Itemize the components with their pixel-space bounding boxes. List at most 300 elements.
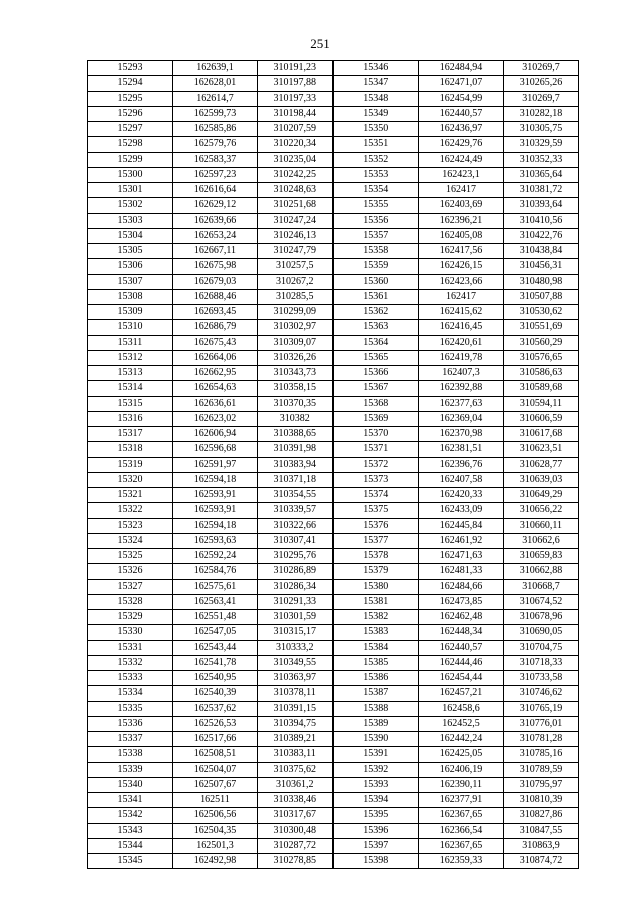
table-row <box>88 106 579 121</box>
x-coordinate-left-cell: 162579,76 <box>173 137 258 152</box>
x-coordinate-left-cell: 162628,01 <box>173 76 258 91</box>
y-coordinate-left-cell: 310207,59 <box>258 122 333 137</box>
point-number-left-cell: 15325 <box>88 549 173 564</box>
point-number-left-cell: 15312 <box>88 350 173 365</box>
y-coordinate-right-cell: 310456,31 <box>504 259 579 274</box>
y-coordinate-right-cell: 310718,33 <box>504 655 579 670</box>
x-coordinate-left-cell: 162606,94 <box>173 427 258 442</box>
point-number-right-cell: 15395 <box>333 808 419 823</box>
y-coordinate-right-cell: 310530,62 <box>504 305 579 320</box>
table-row <box>88 503 579 518</box>
table-row <box>88 579 579 594</box>
y-coordinate-left-cell: 310197,88 <box>258 76 333 91</box>
point-number-right-cell: 15353 <box>333 167 419 182</box>
table-row <box>88 350 579 365</box>
x-coordinate-right-cell: 162392,88 <box>419 381 504 396</box>
y-coordinate-left-cell: 310286,34 <box>258 579 333 594</box>
y-coordinate-left-cell: 310300,48 <box>258 823 333 838</box>
x-coordinate-left-cell: 162583,37 <box>173 152 258 167</box>
x-coordinate-right-cell: 162433,09 <box>419 503 504 518</box>
point-number-left-cell: 15301 <box>88 183 173 198</box>
point-number-right-cell: 15377 <box>333 533 419 548</box>
x-coordinate-right-cell: 162442,24 <box>419 732 504 747</box>
x-coordinate-right-cell: 162444,46 <box>419 655 504 670</box>
y-coordinate-left-cell: 310354,55 <box>258 488 333 503</box>
y-coordinate-right-cell: 310656,22 <box>504 503 579 518</box>
point-number-right-cell: 15374 <box>333 488 419 503</box>
y-coordinate-right-cell: 310863,9 <box>504 838 579 853</box>
point-number-right-cell: 15356 <box>333 213 419 228</box>
point-number-right-cell: 15347 <box>333 76 419 91</box>
y-coordinate-right-cell: 310733,58 <box>504 671 579 686</box>
point-number-right-cell: 15366 <box>333 366 419 381</box>
x-coordinate-left-cell: 162508,51 <box>173 747 258 762</box>
point-number-right-cell: 15360 <box>333 274 419 289</box>
y-coordinate-right-cell: 310551,69 <box>504 320 579 335</box>
point-number-right-cell: 15376 <box>333 518 419 533</box>
point-number-left-cell: 15295 <box>88 91 173 106</box>
x-coordinate-left-cell: 162653,24 <box>173 228 258 243</box>
table-row <box>88 198 579 213</box>
point-number-right-cell: 15354 <box>333 183 419 198</box>
y-coordinate-right-cell: 310649,29 <box>504 488 579 503</box>
point-number-left-cell: 15328 <box>88 594 173 609</box>
point-number-right-cell: 15349 <box>333 106 419 121</box>
point-number-left-cell: 15338 <box>88 747 173 762</box>
point-number-left-cell: 15309 <box>88 305 173 320</box>
x-coordinate-left-cell: 162686,79 <box>173 320 258 335</box>
x-coordinate-right-cell: 162471,07 <box>419 76 504 91</box>
y-coordinate-right-cell: 310410,56 <box>504 213 579 228</box>
table-row <box>88 137 579 152</box>
x-coordinate-right-cell: 162473,85 <box>419 594 504 609</box>
table-row <box>88 533 579 548</box>
point-number-left-cell: 15323 <box>88 518 173 533</box>
x-coordinate-left-cell: 162596,68 <box>173 442 258 457</box>
table-row <box>88 122 579 137</box>
y-coordinate-left-cell: 310257,5 <box>258 259 333 274</box>
table-row <box>88 76 579 91</box>
table-row <box>88 747 579 762</box>
x-coordinate-right-cell: 162405,08 <box>419 228 504 243</box>
table-row <box>88 625 579 640</box>
table-row <box>88 594 579 609</box>
x-coordinate-right-cell: 162448,34 <box>419 625 504 640</box>
point-number-left-cell: 15308 <box>88 289 173 304</box>
point-number-right-cell: 15378 <box>333 549 419 564</box>
y-coordinate-left-cell: 310370,35 <box>258 396 333 411</box>
table-row <box>88 335 579 350</box>
y-coordinate-right-cell: 310789,59 <box>504 762 579 777</box>
point-number-left-cell: 15330 <box>88 625 173 640</box>
x-coordinate-left-cell: 162688,46 <box>173 289 258 304</box>
y-coordinate-right-cell: 310589,68 <box>504 381 579 396</box>
point-number-left-cell: 15304 <box>88 228 173 243</box>
point-number-right-cell: 15388 <box>333 701 419 716</box>
table-row <box>88 396 579 411</box>
y-coordinate-right-cell: 310623,51 <box>504 442 579 457</box>
table-row <box>88 427 579 442</box>
x-coordinate-right-cell: 162440,57 <box>419 640 504 655</box>
table-row <box>88 762 579 777</box>
point-number-left-cell: 15342 <box>88 808 173 823</box>
y-coordinate-left-cell: 310394,75 <box>258 716 333 731</box>
x-coordinate-left-cell: 162667,11 <box>173 244 258 259</box>
x-coordinate-right-cell: 162417 <box>419 183 504 198</box>
x-coordinate-right-cell: 162381,51 <box>419 442 504 457</box>
x-coordinate-left-cell: 162540,39 <box>173 686 258 701</box>
x-coordinate-right-cell: 162457,21 <box>419 686 504 701</box>
y-coordinate-left-cell: 310267,2 <box>258 274 333 289</box>
y-coordinate-right-cell: 310393,64 <box>504 198 579 213</box>
point-number-left-cell: 15333 <box>88 671 173 686</box>
x-coordinate-right-cell: 162396,21 <box>419 213 504 228</box>
x-coordinate-right-cell: 162429,76 <box>419 137 504 152</box>
table-row <box>88 259 579 274</box>
point-number-right-cell: 15370 <box>333 427 419 442</box>
x-coordinate-left-cell: 162504,35 <box>173 823 258 838</box>
x-coordinate-right-cell: 162367,65 <box>419 808 504 823</box>
x-coordinate-left-cell: 162575,61 <box>173 579 258 594</box>
y-coordinate-left-cell: 310191,23 <box>258 61 333 76</box>
table-row <box>88 381 579 396</box>
point-number-left-cell: 15332 <box>88 655 173 670</box>
x-coordinate-right-cell: 162377,91 <box>419 793 504 808</box>
x-coordinate-left-cell: 162540,95 <box>173 671 258 686</box>
point-number-right-cell: 15373 <box>333 472 419 487</box>
y-coordinate-right-cell: 310576,65 <box>504 350 579 365</box>
y-coordinate-left-cell: 310317,67 <box>258 808 333 823</box>
x-coordinate-left-cell: 162501,3 <box>173 838 258 853</box>
point-number-right-cell: 15382 <box>333 610 419 625</box>
y-coordinate-left-cell: 310363,97 <box>258 671 333 686</box>
y-coordinate-left-cell: 310338,46 <box>258 793 333 808</box>
y-coordinate-right-cell: 310660,11 <box>504 518 579 533</box>
x-coordinate-right-cell: 162403,69 <box>419 198 504 213</box>
y-coordinate-left-cell: 310246,13 <box>258 228 333 243</box>
y-coordinate-left-cell: 310382 <box>258 411 333 426</box>
table-row <box>88 793 579 808</box>
table-row <box>88 228 579 243</box>
point-number-right-cell: 15384 <box>333 640 419 655</box>
x-coordinate-left-cell: 162526,53 <box>173 716 258 731</box>
point-number-left-cell: 15316 <box>88 411 173 426</box>
x-coordinate-right-cell: 162484,94 <box>419 61 504 76</box>
x-coordinate-right-cell: 162417,56 <box>419 244 504 259</box>
table-row <box>88 167 579 182</box>
x-coordinate-left-cell: 162517,66 <box>173 732 258 747</box>
table-row <box>88 655 579 670</box>
x-coordinate-right-cell: 162454,99 <box>419 91 504 106</box>
y-coordinate-left-cell: 310378,11 <box>258 686 333 701</box>
y-coordinate-right-cell: 310781,28 <box>504 732 579 747</box>
x-coordinate-left-cell: 162594,18 <box>173 472 258 487</box>
x-coordinate-left-cell: 162592,24 <box>173 549 258 564</box>
table-row <box>88 457 579 472</box>
x-coordinate-right-cell: 162423,1 <box>419 167 504 182</box>
x-coordinate-right-cell: 162407,3 <box>419 366 504 381</box>
x-coordinate-left-cell: 162675,98 <box>173 259 258 274</box>
y-coordinate-right-cell: 310586,63 <box>504 366 579 381</box>
point-number-left-cell: 15327 <box>88 579 173 594</box>
x-coordinate-left-cell: 162636,61 <box>173 396 258 411</box>
coordinates-table-body <box>88 61 579 869</box>
table-row <box>88 244 579 259</box>
point-number-right-cell: 15369 <box>333 411 419 426</box>
x-coordinate-left-cell: 162639,1 <box>173 61 258 76</box>
y-coordinate-right-cell: 310352,33 <box>504 152 579 167</box>
point-number-left-cell: 15317 <box>88 427 173 442</box>
x-coordinate-right-cell: 162359,33 <box>419 854 504 869</box>
table-row <box>88 411 579 426</box>
x-coordinate-left-cell: 162563,41 <box>173 594 258 609</box>
x-coordinate-right-cell: 162436,97 <box>419 122 504 137</box>
x-coordinate-left-cell: 162594,18 <box>173 518 258 533</box>
y-coordinate-right-cell: 310746,62 <box>504 686 579 701</box>
point-number-left-cell: 15310 <box>88 320 173 335</box>
y-coordinate-right-cell: 310507,88 <box>504 289 579 304</box>
table-row <box>88 701 579 716</box>
y-coordinate-left-cell: 310339,57 <box>258 503 333 518</box>
table-row <box>88 183 579 198</box>
table-row <box>88 320 579 335</box>
x-coordinate-left-cell: 162597,23 <box>173 167 258 182</box>
y-coordinate-right-cell: 310674,52 <box>504 594 579 609</box>
y-coordinate-left-cell: 310235,04 <box>258 152 333 167</box>
point-number-right-cell: 15393 <box>333 777 419 792</box>
y-coordinate-left-cell: 310375,62 <box>258 762 333 777</box>
y-coordinate-right-cell: 310776,01 <box>504 716 579 731</box>
point-number-right-cell: 15372 <box>333 457 419 472</box>
x-coordinate-left-cell: 162679,03 <box>173 274 258 289</box>
y-coordinate-right-cell: 310810,39 <box>504 793 579 808</box>
y-coordinate-left-cell: 310333,2 <box>258 640 333 655</box>
y-coordinate-left-cell: 310322,66 <box>258 518 333 533</box>
y-coordinate-left-cell: 310371,18 <box>258 472 333 487</box>
point-number-left-cell: 15326 <box>88 564 173 579</box>
table-row <box>88 671 579 686</box>
y-coordinate-left-cell: 310307,41 <box>258 533 333 548</box>
y-coordinate-left-cell: 310198,44 <box>258 106 333 121</box>
x-coordinate-left-cell: 162654,63 <box>173 381 258 396</box>
table-row <box>88 289 579 304</box>
point-number-left-cell: 15293 <box>88 61 173 76</box>
point-number-left-cell: 15298 <box>88 137 173 152</box>
x-coordinate-left-cell: 162537,62 <box>173 701 258 716</box>
y-coordinate-right-cell: 310305,75 <box>504 122 579 137</box>
x-coordinate-left-cell: 162541,78 <box>173 655 258 670</box>
point-number-left-cell: 15340 <box>88 777 173 792</box>
point-number-right-cell: 15375 <box>333 503 419 518</box>
y-coordinate-left-cell: 310287,72 <box>258 838 333 853</box>
y-coordinate-left-cell: 310295,76 <box>258 549 333 564</box>
point-number-left-cell: 15314 <box>88 381 173 396</box>
point-number-left-cell: 15307 <box>88 274 173 289</box>
y-coordinate-right-cell: 310594,11 <box>504 396 579 411</box>
point-number-left-cell: 15321 <box>88 488 173 503</box>
point-number-left-cell: 15339 <box>88 762 173 777</box>
x-coordinate-right-cell: 162396,76 <box>419 457 504 472</box>
point-number-right-cell: 15389 <box>333 716 419 731</box>
y-coordinate-right-cell: 310269,7 <box>504 91 579 106</box>
y-coordinate-left-cell: 310383,94 <box>258 457 333 472</box>
x-coordinate-left-cell: 162629,12 <box>173 198 258 213</box>
x-coordinate-right-cell: 162458,6 <box>419 701 504 716</box>
x-coordinate-left-cell: 162551,48 <box>173 610 258 625</box>
x-coordinate-left-cell: 162662,95 <box>173 366 258 381</box>
y-coordinate-right-cell: 310874,72 <box>504 854 579 869</box>
point-number-left-cell: 15345 <box>88 854 173 869</box>
point-number-right-cell: 15363 <box>333 320 419 335</box>
point-number-right-cell: 15357 <box>333 228 419 243</box>
y-coordinate-left-cell: 310251,68 <box>258 198 333 213</box>
point-number-left-cell: 15336 <box>88 716 173 731</box>
point-number-right-cell: 15358 <box>333 244 419 259</box>
table-row <box>88 61 579 76</box>
y-coordinate-right-cell: 310381,72 <box>504 183 579 198</box>
y-coordinate-right-cell: 310282,18 <box>504 106 579 121</box>
y-coordinate-left-cell: 310391,15 <box>258 701 333 716</box>
table-row <box>88 808 579 823</box>
y-coordinate-left-cell: 310391,98 <box>258 442 333 457</box>
point-number-right-cell: 15386 <box>333 671 419 686</box>
table-row <box>88 274 579 289</box>
y-coordinate-right-cell: 310329,59 <box>504 137 579 152</box>
y-coordinate-right-cell: 310662,6 <box>504 533 579 548</box>
page-number: 251 <box>310 36 330 51</box>
y-coordinate-right-cell: 310668,7 <box>504 579 579 594</box>
x-coordinate-right-cell: 162423,66 <box>419 274 504 289</box>
x-coordinate-right-cell: 162407,58 <box>419 472 504 487</box>
point-number-right-cell: 15355 <box>333 198 419 213</box>
point-number-left-cell: 15324 <box>88 533 173 548</box>
point-number-left-cell: 15322 <box>88 503 173 518</box>
x-coordinate-right-cell: 162425,05 <box>419 747 504 762</box>
point-number-left-cell: 15318 <box>88 442 173 457</box>
point-number-right-cell: 15346 <box>333 61 419 76</box>
x-coordinate-left-cell: 162547,05 <box>173 625 258 640</box>
point-number-left-cell: 15331 <box>88 640 173 655</box>
point-number-left-cell: 15334 <box>88 686 173 701</box>
point-number-right-cell: 15396 <box>333 823 419 838</box>
x-coordinate-left-cell: 162504,07 <box>173 762 258 777</box>
point-number-left-cell: 15296 <box>88 106 173 121</box>
table-row <box>88 640 579 655</box>
table-row <box>88 213 579 228</box>
point-number-right-cell: 15359 <box>333 259 419 274</box>
x-coordinate-right-cell: 162367,65 <box>419 838 504 853</box>
x-coordinate-left-cell: 162593,91 <box>173 503 258 518</box>
y-coordinate-left-cell: 310301,59 <box>258 610 333 625</box>
x-coordinate-right-cell: 162426,15 <box>419 259 504 274</box>
x-coordinate-right-cell: 162420,33 <box>419 488 504 503</box>
y-coordinate-left-cell: 310220,34 <box>258 137 333 152</box>
x-coordinate-right-cell: 162390,11 <box>419 777 504 792</box>
y-coordinate-right-cell: 310690,05 <box>504 625 579 640</box>
x-coordinate-left-cell: 162492,98 <box>173 854 258 869</box>
y-coordinate-left-cell: 310242,25 <box>258 167 333 182</box>
point-number-left-cell: 15341 <box>88 793 173 808</box>
y-coordinate-right-cell: 310795,97 <box>504 777 579 792</box>
y-coordinate-left-cell: 310197,33 <box>258 91 333 106</box>
y-coordinate-left-cell: 310278,85 <box>258 854 333 869</box>
x-coordinate-right-cell: 162415,62 <box>419 305 504 320</box>
point-number-right-cell: 15348 <box>333 91 419 106</box>
table-row <box>88 838 579 853</box>
table-row <box>88 305 579 320</box>
x-coordinate-left-cell: 162585,86 <box>173 122 258 137</box>
point-number-left-cell: 15343 <box>88 823 173 838</box>
x-coordinate-left-cell: 162616,64 <box>173 183 258 198</box>
point-number-left-cell: 15300 <box>88 167 173 182</box>
point-number-right-cell: 15362 <box>333 305 419 320</box>
table-row <box>88 823 579 838</box>
y-coordinate-left-cell: 310361,2 <box>258 777 333 792</box>
x-coordinate-right-cell: 162445,84 <box>419 518 504 533</box>
point-number-right-cell: 15379 <box>333 564 419 579</box>
x-coordinate-left-cell: 162599,73 <box>173 106 258 121</box>
point-number-right-cell: 15385 <box>333 655 419 670</box>
point-number-right-cell: 15368 <box>333 396 419 411</box>
table-row <box>88 716 579 731</box>
table-row <box>88 366 579 381</box>
point-number-right-cell: 15397 <box>333 838 419 853</box>
x-coordinate-right-cell: 162369,04 <box>419 411 504 426</box>
y-coordinate-right-cell: 310678,96 <box>504 610 579 625</box>
y-coordinate-right-cell: 310827,86 <box>504 808 579 823</box>
point-number-right-cell: 15381 <box>333 594 419 609</box>
y-coordinate-left-cell: 310388,65 <box>258 427 333 442</box>
x-coordinate-right-cell: 162440,57 <box>419 106 504 121</box>
point-number-right-cell: 15352 <box>333 152 419 167</box>
point-number-right-cell: 15398 <box>333 854 419 869</box>
y-coordinate-left-cell: 310247,79 <box>258 244 333 259</box>
x-coordinate-right-cell: 162419,78 <box>419 350 504 365</box>
x-coordinate-left-cell: 162614,7 <box>173 91 258 106</box>
point-number-right-cell: 15390 <box>333 732 419 747</box>
point-number-right-cell: 15387 <box>333 686 419 701</box>
x-coordinate-right-cell: 162416,45 <box>419 320 504 335</box>
y-coordinate-left-cell: 310343,73 <box>258 366 333 381</box>
x-coordinate-right-cell: 162366,54 <box>419 823 504 838</box>
point-number-right-cell: 15350 <box>333 122 419 137</box>
point-number-right-cell: 15365 <box>333 350 419 365</box>
y-coordinate-right-cell: 310269,7 <box>504 61 579 76</box>
y-coordinate-left-cell: 310291,33 <box>258 594 333 609</box>
x-coordinate-left-cell: 162664,06 <box>173 350 258 365</box>
x-coordinate-right-cell: 162452,5 <box>419 716 504 731</box>
point-number-left-cell: 15329 <box>88 610 173 625</box>
y-coordinate-left-cell: 310315,17 <box>258 625 333 640</box>
y-coordinate-left-cell: 310299,09 <box>258 305 333 320</box>
point-number-left-cell: 15305 <box>88 244 173 259</box>
x-coordinate-right-cell: 162417 <box>419 289 504 304</box>
x-coordinate-left-cell: 162639,66 <box>173 213 258 228</box>
x-coordinate-left-cell: 162675,43 <box>173 335 258 350</box>
point-number-left-cell: 15302 <box>88 198 173 213</box>
x-coordinate-left-cell: 162593,91 <box>173 488 258 503</box>
point-number-right-cell: 15380 <box>333 579 419 594</box>
x-coordinate-left-cell: 162511 <box>173 793 258 808</box>
table-row <box>88 442 579 457</box>
y-coordinate-right-cell: 310662,88 <box>504 564 579 579</box>
y-coordinate-right-cell: 310422,76 <box>504 228 579 243</box>
x-coordinate-right-cell: 162420,61 <box>419 335 504 350</box>
y-coordinate-right-cell: 310704,75 <box>504 640 579 655</box>
point-number-right-cell: 15391 <box>333 747 419 762</box>
y-coordinate-right-cell: 310617,68 <box>504 427 579 442</box>
x-coordinate-left-cell: 162584,76 <box>173 564 258 579</box>
